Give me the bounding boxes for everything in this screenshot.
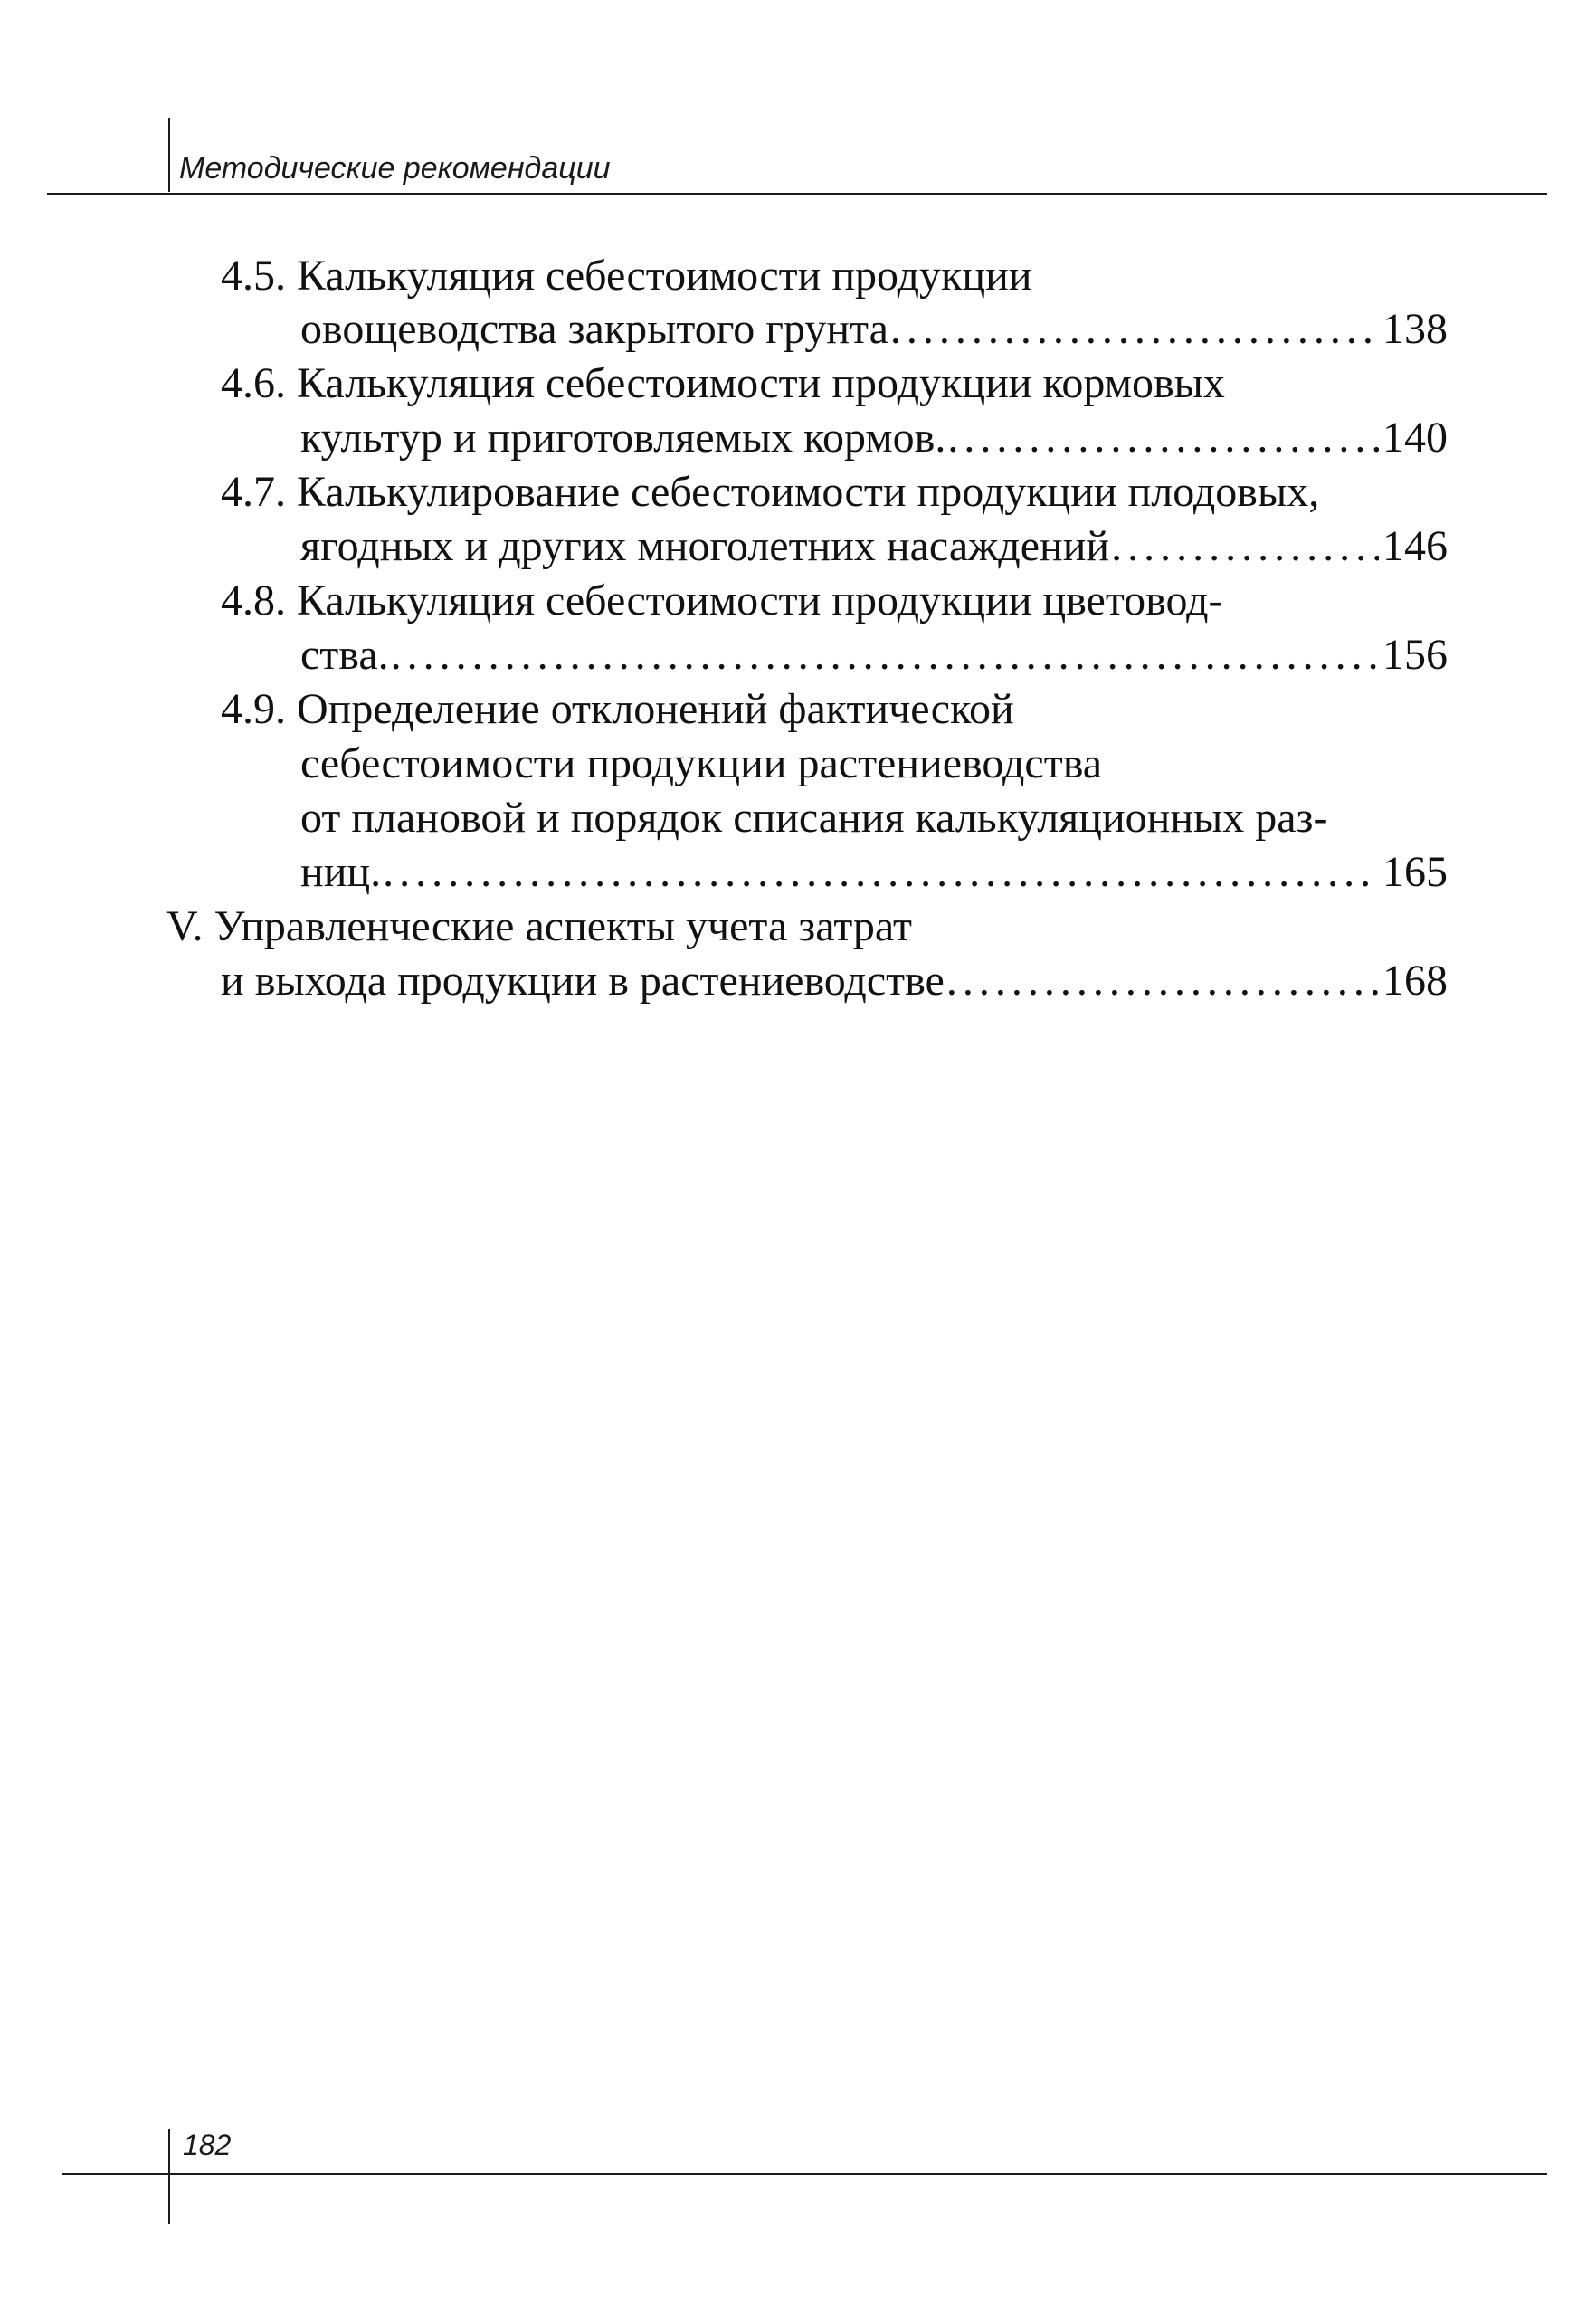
dot-leader (947, 411, 1379, 465)
toc-entry-4-9-line-1 (221, 682, 1448, 737)
toc-page-number: 146 (1382, 522, 1448, 570)
toc-text: 4.7. Калькулирование себестоимости продукции плодовых, (221, 468, 1320, 516)
toc-text: ства. (300, 631, 389, 679)
toc-text: 4.9. Определение отклонений фактической (221, 685, 1014, 733)
toc-entry-4-9-line-2 (300, 737, 1448, 791)
toc-text: и выхода продукции в растениеводстве (221, 957, 945, 1005)
toc-entry-4-5-line-2[interactable] (300, 302, 1448, 357)
running-head: Методические рекомендации (179, 151, 611, 186)
toc-page-number: 156 (1382, 631, 1448, 679)
toc-entry-4-6-line-1 (221, 357, 1448, 411)
toc-text: овощеводства закрытого грунта (300, 305, 888, 353)
toc-entry-v-line-1 (166, 900, 1448, 954)
toc-entry-4-6-line-2[interactable] (300, 411, 1448, 465)
toc-text: 4.5. Калькуляция себестоимости продукции (221, 252, 1032, 300)
toc-text: от плановой и порядок списания калькуляционных раз- (300, 794, 1328, 842)
toc-entry-4-9-line-3 (300, 791, 1448, 845)
footer-rule-horizontal (62, 2173, 1547, 2175)
toc-entry-4-9-line-4[interactable] (300, 845, 1448, 900)
toc-page-number: 168 (1382, 957, 1448, 1005)
header-rule-horizontal (47, 193, 1547, 195)
toc-text: 4.8. Калькуляция себестоимости продукции цветовод- (221, 576, 1223, 624)
toc-page-number: 140 (1382, 414, 1448, 462)
toc-text: 4.6. Калькуляция себестоимости продукции кормовых (221, 359, 1225, 407)
toc-text: V. Управленческие аспекты учета затрат (166, 902, 912, 950)
toc-entry-4-8-line-1 (221, 574, 1448, 628)
toc-text: себестоимости продукции растениеводства (300, 739, 1103, 787)
toc-text: ниц. (300, 848, 382, 896)
footer-rule-vertical (168, 2129, 170, 2224)
toc-page-number: 138 (1382, 305, 1448, 353)
toc-page-number: 165 (1382, 848, 1448, 896)
dot-leader (890, 302, 1379, 357)
toc-text: культур и приготовляемых кормов. (300, 414, 946, 462)
dot-leader (391, 628, 1379, 682)
toc-entry-4-7-line-2[interactable] (300, 519, 1448, 574)
toc-entry-4-5-line-1 (221, 249, 1448, 303)
toc-text: ягодных и других многолетних насаждений (300, 522, 1110, 570)
dot-leader (1111, 519, 1379, 574)
dot-leader (383, 845, 1379, 900)
header-rule-vertical (168, 118, 170, 192)
dot-leader (946, 954, 1379, 1008)
page-number: 182 (183, 2129, 232, 2161)
toc-entry-4-7-line-1 (221, 465, 1448, 519)
toc-entry-4-8-line-2[interactable] (300, 628, 1448, 682)
toc-entry-v-line-2[interactable] (221, 954, 1448, 1008)
